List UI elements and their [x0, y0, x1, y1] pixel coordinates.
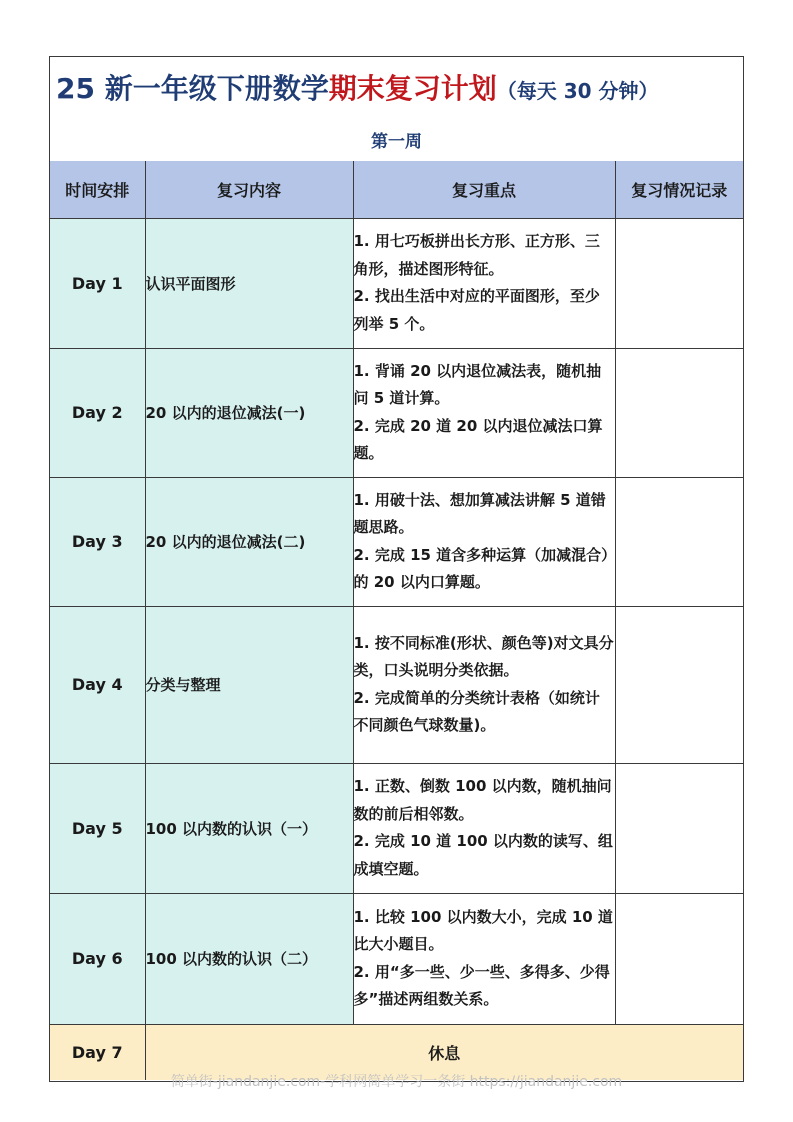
week-label: 第一周 — [371, 132, 422, 152]
table-row — [50, 218, 743, 348]
focus-item: 1. 正数、倒数 100 以内数，随机抽问数的前后相邻数。 — [353, 777, 612, 823]
review-plan-sheet — [49, 56, 744, 1082]
title-grade: 25 新一年级下册数学 — [56, 72, 329, 105]
table-header-row — [50, 161, 743, 218]
focus-item: 1. 用破十法、想加算减法讲解 5 道错题思路。 — [353, 490, 606, 536]
focus-cell — [353, 606, 615, 763]
title-duration: （每天 30 分钟） — [496, 79, 659, 103]
header-time: 时间安排 — [50, 161, 145, 218]
content-cell: 分类与整理 — [145, 606, 353, 763]
focus-item: 1. 背诵 20 以内退位减法表，随机抽问 5 道计算。 — [353, 361, 602, 407]
table-row — [50, 477, 743, 606]
day-cell: Day 5 — [50, 763, 145, 893]
rest-label: 休息 — [145, 1024, 743, 1080]
focus-item: 1. 按不同标准(形状、颜色等)对文具分类，口头说明分类依据。 — [353, 633, 614, 679]
header-record: 复习情况记录 — [615, 161, 743, 218]
focus-cell — [353, 348, 615, 477]
table-row — [50, 606, 743, 763]
focus-cell — [353, 763, 615, 893]
day-cell: Day 6 — [50, 893, 145, 1024]
focus-item: 1. 用七巧板拼出长方形、正方形、三角形，描述图形特征。 — [353, 232, 600, 278]
record-cell[interactable] — [615, 477, 743, 606]
header-focus: 复习重点 — [353, 161, 615, 218]
table-row — [50, 348, 743, 477]
content-cell: 100 以内数的认识（二） — [145, 893, 353, 1024]
focus-item: 1. 比较 100 以内数大小，完成 10 道比大小题目。 — [353, 907, 613, 953]
focus-item: 2. 完成 20 道 20 以内退位减法口算题。 — [353, 416, 603, 462]
content-cell: 20 以内的退位减法(一) — [145, 348, 353, 477]
focus-item: 2. 完成 15 道含多种运算（加减混合）的 20 以内口算题。 — [353, 545, 609, 591]
focus-cell — [353, 218, 615, 348]
table-row — [50, 763, 743, 893]
content-cell: 认识平面图形 — [145, 218, 353, 348]
focus-item: 2. 完成 10 道 100 以内数的读写、组成填空题。 — [353, 832, 613, 878]
content-cell: 20 以内的退位减法(二) — [145, 477, 353, 606]
record-cell[interactable] — [615, 348, 743, 477]
day-cell: Day 4 — [50, 606, 145, 763]
day-cell: Day 3 — [50, 477, 145, 606]
plan-table — [50, 161, 743, 1080]
focus-item: 2. 完成简单的分类统计表格（如统计不同颜色气球数量)。 — [353, 688, 600, 734]
watermark: 简单街-jiandanjie.com-学科网简单学习一条街 https://jiandanjie.com — [170, 1074, 623, 1090]
focus-cell — [353, 477, 615, 606]
content-cell: 100 以内数的认识（一） — [145, 763, 353, 893]
day-cell: Day 1 — [50, 218, 145, 348]
title-block — [50, 57, 743, 162]
record-cell[interactable] — [615, 606, 743, 763]
record-cell[interactable] — [615, 763, 743, 893]
focus-item: 2. 用“多一些、少一些、多得多、少得多”描述两组数关系。 — [353, 962, 610, 1008]
record-cell[interactable] — [615, 893, 743, 1024]
record-cell[interactable] — [615, 218, 743, 348]
day-cell: Day 2 — [50, 348, 145, 477]
focus-item: 2. 找出生活中对应的平面图形，至少列举 5 个。 — [353, 287, 600, 333]
title-plan: 期末复习计划 — [328, 72, 497, 105]
header-content: 复习内容 — [145, 161, 353, 218]
table-row — [50, 893, 743, 1024]
rest-day-cell: Day 7 — [50, 1024, 145, 1080]
focus-cell — [353, 893, 615, 1024]
page-title — [56, 71, 741, 109]
